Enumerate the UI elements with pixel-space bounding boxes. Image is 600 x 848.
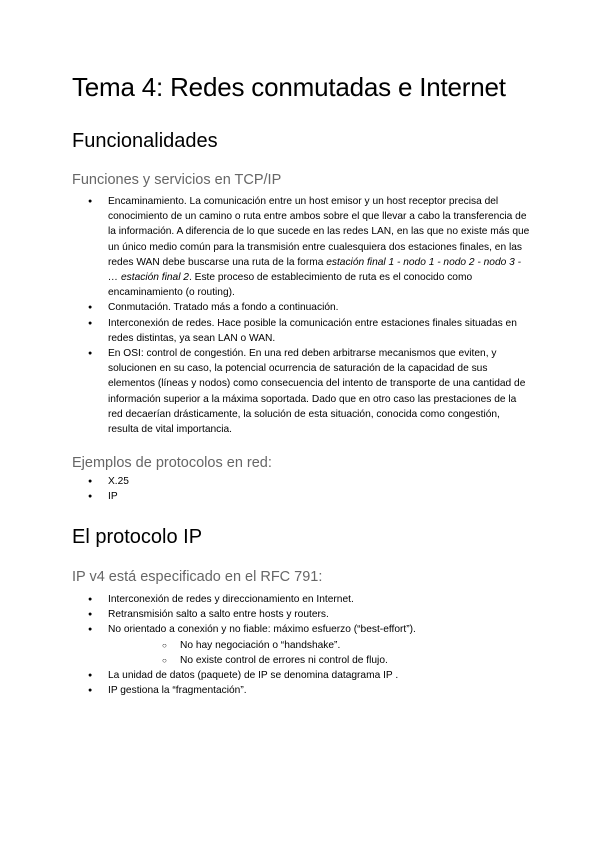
list-item-no-orientado-conexion xyxy=(72,622,532,668)
subheading-funciones-servicios: Funciones y servicios en TCP/IP xyxy=(72,172,282,188)
sublist-item-handshake: ○ No hay negociación o “handshake”. xyxy=(108,638,532,653)
list-item-retransmision: ● Retransmisión salto a salto entre hosts y routers. xyxy=(72,607,532,622)
list-item-fragmentacion: ● IP gestiona la “fragmentación”. xyxy=(72,683,532,698)
list-item-control-congestion: ● En OSI: control de congestión. En una red deben arbitrarse mecanismos que eviten, y solucionen en su caso, la potencial ocurrencia de saturación de la capacidad de sus elementos (líneas y nodos) como consecuencia del intento de transporte de una cantidad de información superior a la máxima soportada. Dado que en otro caso las prestaciones de la red decaerían drásticamente, la solución de esta situación, conocida como congestión, resulta de vital importancia. xyxy=(72,346,532,437)
list-item-datagrama: ● La unidad de datos (paquete) de IP se denomina datagrama IP . xyxy=(72,668,532,683)
list-ipv4-caracteristicas xyxy=(72,592,532,698)
list-item-encaminamiento-route: estación final 1 - nodo 1 - nodo 2 - nodo 3 - … estación final 2 xyxy=(108,256,522,284)
section-heading-funcionalidades: Funcionalidades xyxy=(72,130,218,152)
list-ejemplos-protocolos xyxy=(72,474,532,504)
list-item-interconexion-direccionamiento: ● Interconexión de redes y direccionamiento en Internet. xyxy=(72,592,532,607)
list-item-encaminamiento xyxy=(72,194,532,300)
list-item-ip: ● IP xyxy=(72,489,532,504)
list-item-no-orientado-conexion-text: No orientado a conexión y no fiable: máximo esfuerzo (“best-effort”). xyxy=(108,624,416,636)
list-item-interconexion: ● Interconexión de redes. Hace posible la comunicación entre estaciones finales situadas en redes distintas, ya sean LAN o WAN. xyxy=(72,316,532,346)
document-title: Tema 4: Redes conmutadas e Internet xyxy=(72,72,506,102)
list-funciones-servicios xyxy=(72,194,532,437)
sublist-best-effort xyxy=(108,638,532,668)
section-heading-protocolo-ip: El protocolo IP xyxy=(72,526,203,548)
list-item-encaminamiento-text-b: . Este proceso de establecimiento de ruta es el conocido como encaminamiento (o routing). xyxy=(108,272,473,299)
list-item-x25: ● X.25 xyxy=(72,474,532,489)
sublist-item-control-errores: ○ No existe control de errores ni control de flujo. xyxy=(108,653,532,668)
subheading-ejemplos-protocolos: Ejemplos de protocolos en red: xyxy=(72,455,272,471)
subheading-ipv4-rfc: IP v4 está especificado en el RFC 791: xyxy=(72,569,323,585)
list-item-encaminamiento-text-a: Encaminamiento. La comunicación entre un host emisor y un host receptor precisa del conocimiento de un camino o ruta entre ambos sobre el que llevar a cabo la transferencia de la información. A diferencia de lo que sucede en las redes LAN, en las que no existe más que un único medio común para la transmisión entre cualesquiera dos estaciones finales, en las redes WAN debe buscarse una ruta de la forma xyxy=(108,196,530,268)
list-item-conmutacion: ● Conmutación. Tratado más a fondo a continuación. xyxy=(72,300,532,315)
